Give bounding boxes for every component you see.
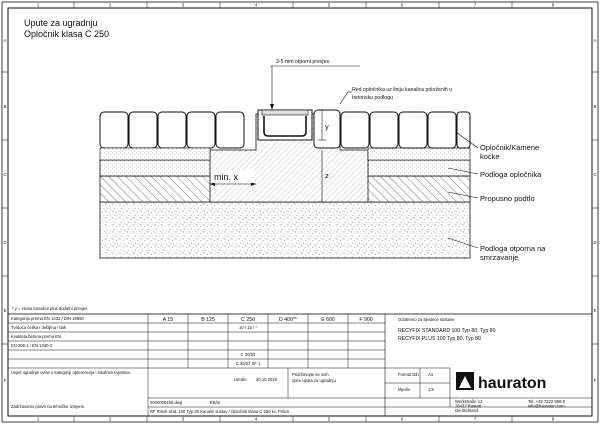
dim-y-label: y [325,122,329,131]
drawing-number: 0000005455.dwg [150,400,183,405]
legend-frost-2: smrzavanje [480,253,519,262]
callout-row-text-2: betonsku podlogu [352,95,393,101]
bottom-zone-markers [37,416,555,422]
dim-x-label: min. x [214,172,239,182]
notes-text: Uvjeti ugradnje ovise o kategoriji opterećenja i lokalnim uvjetima. [11,370,131,375]
top-num-4: 4 [254,2,258,8]
cross-section [100,66,478,258]
paver-right-4 [428,112,456,148]
callout-top-text: 3-5 mm otporni prevjes [276,59,330,65]
right-letter-d: D [593,240,597,245]
disclaimer-line-1: Pridržavajte se ovih [292,372,329,377]
legend-subsoil: Propusno podtlo [480,194,535,203]
paver-bed-right [368,148,470,160]
class-a15: A 15 [162,317,174,323]
format-label: Format Dih [398,372,419,377]
disclaimer-line-2: opće uputa za ugradnju [292,378,336,383]
paver-right-5 [457,112,470,148]
product-header: Odobreno za sljedeće sustave [398,317,455,322]
bottom-num-4: 4 [254,416,258,422]
row2-value: 10 / 15 / * [239,325,257,330]
row4-label: EN 206-1 / EN 1340-2 [11,343,53,348]
left-letter-b: B [3,104,7,109]
drawn-by: EB/m [210,400,221,405]
title-line-2: Opločnik klasa C 250 [24,29,110,39]
format-value: A4 [428,372,434,377]
bottom-num-8: 8 [551,416,555,422]
right-letter-b: B [593,104,597,109]
right-letter-c: C [593,172,597,177]
bottom-num-2: 2 [108,416,112,422]
class-c250: C 250 [241,317,255,323]
paver-right-3 [399,112,427,148]
copyright: Zadržavamo pravo na tehničke izmjene. [11,404,86,409]
row1-label: Kategorija prema EN 1433 / DIN 19580 [11,316,84,321]
address-line-1: Werkstraße 13 [455,399,483,404]
top-zone-markers [37,2,555,8]
top-num-6: 6 [400,2,404,8]
paver-left-4 [187,112,215,148]
address-line-3: Deutschland [455,408,479,413]
paver-left-1 [100,112,128,148]
channel-grate [262,110,308,115]
top-num-5: 5 [327,2,331,8]
legend-frost-1: Podloga otporna na [480,244,546,253]
paver-right-1 [341,112,369,148]
row5-value: C 30/37 XF 1 [235,361,261,366]
left-letter-e: E [3,308,7,313]
callout-leader-row [340,92,348,104]
paver-left-3 [158,112,186,148]
bottom-description: RF Rinok Stat. 100 Typ 80 Kanalni sustav / Opločnik klasa C 250 kv. Prilozi [150,409,290,414]
class-e600: E 600 [321,317,335,323]
edited-label: Uredio [234,377,247,382]
top-num-7: 7 [473,2,477,8]
right-letter-e: E [593,308,597,313]
class-b125: B 125 [201,317,215,323]
top-num-2: 2 [108,2,112,8]
bottom-num-5: 5 [327,416,331,422]
product-line-2: RECYFIX PLUS 100 Typ 80, Typ 80 [398,336,481,342]
row4-value: C 20/25 [240,352,256,357]
top-num-1: 1 [36,2,40,8]
bottom-num-3: 3 [181,416,185,422]
legend-paver-2: kocke [480,152,500,161]
title-block [8,314,592,416]
legend-bedding: Podloga opločnika [480,170,542,179]
scale-label: Mjerilo [398,387,411,392]
class-d400: D 400** [279,317,297,323]
date-value: 20.10.2018 [256,377,277,382]
row2-label: Tvrdoća čelika / debljina / tlak [11,325,66,330]
top-num-8: 8 [551,2,555,8]
hauraton-logo [456,372,546,392]
callout-row-text-1: Red opločnika uz liniju kanalica položenih u [352,87,453,93]
address-line-2: 76437 Rastatt [455,403,482,409]
paver-left-2 [129,112,157,148]
bottom-num-1: 1 [36,416,40,422]
product-line-1: RECYFIX STANDARD 100 Typ 80, Typ 80 [398,328,496,334]
right-letter-a: A [593,38,597,43]
left-letter-f: F [3,378,7,383]
class-f900: F 900 [359,317,373,323]
frost-resistant-layer [100,202,470,258]
brand-name: hauraton [478,375,547,392]
row3-label: Kvaliteta betona prema EN [11,334,62,339]
title-line-1: Upute za ugradnju [24,18,98,28]
bottom-num-6: 6 [400,416,404,422]
dim-z-label: z [325,171,329,180]
right-letter-f: F [593,378,597,383]
left-letter-a: A [3,38,7,43]
left-letter-c: C [3,172,7,177]
contact-line-1: Tel. +49 7222 958-0 [528,399,566,404]
top-num-3: 3 [181,2,185,8]
footnote: * y = visina kanalice plus dodatni prevjes [12,306,88,311]
scale-value: 1:5 [428,387,434,392]
bottom-num-7: 7 [473,416,477,422]
left-letter-d: D [3,240,7,245]
paver-bed-left [100,148,210,160]
legend-paver-1: Opločnik/Kamene [480,143,540,152]
contact-line-2: info@hauraton.com [528,403,565,409]
paver-left-5 [216,112,244,148]
paver-right-2 [370,112,398,148]
